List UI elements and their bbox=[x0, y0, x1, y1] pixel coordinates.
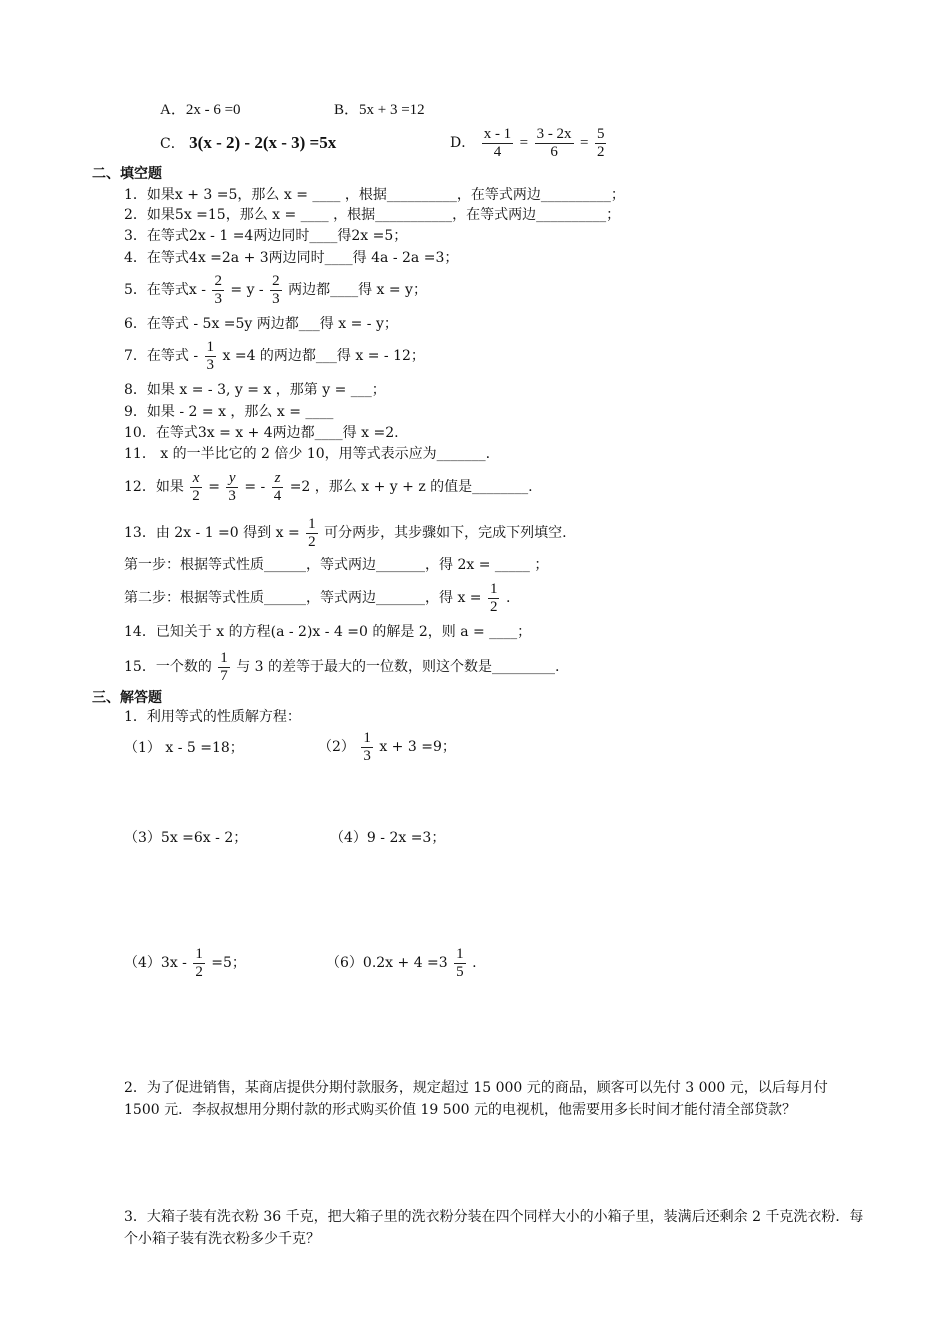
choice-a: A．2x - 6 =0 bbox=[160, 102, 241, 118]
fill-q12 bbox=[124, 466, 533, 508]
solve-part-6-end: . bbox=[472, 955, 477, 971]
solve-part-2 bbox=[318, 726, 456, 768]
fill-q13-fraction: $\frac{1}{2}$ bbox=[308, 515, 316, 550]
fill-q6: 6．在等式 - 5x =5y 两边都___得 x = - y； bbox=[124, 316, 398, 332]
fill-q11: 11． x 的一半比它的 2 倍少 10，用等式表示应为_______. bbox=[124, 446, 491, 462]
fill-q5 bbox=[124, 270, 427, 310]
choice-d-fraction-1: $\frac{x - 1}{4}$ bbox=[483, 125, 512, 160]
fill-q5-end: 两边都____得 x = y； bbox=[288, 282, 427, 298]
fill-q15-fraction: $\frac{1}{7}$ bbox=[220, 649, 228, 684]
fill-q10: 10．在等式3x = x + 4两边都____得 x =2. bbox=[124, 425, 399, 441]
fill-q1: 1．如果x + 3 =5，那么 x = ____ ，根据__________，在等式两边__________； bbox=[124, 187, 625, 203]
fill-q12-fraction-y: $\frac{y}{3}$ bbox=[228, 469, 236, 504]
fill-q4: 4．在等式4x =2a + 3两边同时____得 4a - 2a =3； bbox=[124, 250, 459, 266]
fill-q12-start: 12．如果 bbox=[124, 479, 184, 495]
solve-part-5-start: （4）3x - bbox=[124, 955, 187, 971]
fill-q13-step-1: 第一步：根据等式性质______，等式两边_______，得 2x = _____ ； bbox=[124, 557, 549, 573]
fill-q2: 2．如果5x =15，那么 x = ____ ，根据___________，在等式两边__________； bbox=[124, 207, 621, 223]
fill-q13-start: 13．由 2x - 1 =0 得到 x = bbox=[124, 525, 300, 541]
solve-part-6-start: （6）0.2x + 4 =3 bbox=[326, 955, 448, 971]
solve-q1: 1．利用等式的性质解方程： bbox=[124, 709, 301, 725]
fill-q9: 9．如果 - 2 = x ，那么 x = ____ bbox=[124, 404, 334, 420]
solve-part-5-fraction: $\frac{1}{2}$ bbox=[195, 945, 203, 980]
fill-q5-fraction-2: $\frac{2}{3}$ bbox=[272, 272, 280, 307]
choice-b: B．5x + 3 =12 bbox=[334, 102, 425, 118]
fill-q13-step-2-end: . bbox=[505, 590, 511, 606]
choice-d-equals-1: = bbox=[519, 135, 529, 151]
choice-c bbox=[160, 133, 336, 154]
fill-q13-step-2-fraction: $\frac{1}{2}$ bbox=[489, 580, 498, 615]
solve-part-5 bbox=[124, 942, 246, 984]
fill-q15-start: 15．一个数的 bbox=[124, 659, 212, 675]
fill-q12-end: ，那么 x + y + z 的值是________. bbox=[314, 479, 533, 495]
fill-q5-fraction-1: $\frac{2}{3}$ bbox=[214, 272, 222, 307]
solve-part-2-end: x + 3 =9； bbox=[379, 739, 456, 755]
fill-q3: 3．在等式2x - 1 =4两边同时____得2x =5； bbox=[124, 228, 408, 244]
fill-q7-end: x =4 的两边都___得 x = - 12； bbox=[222, 348, 425, 364]
fill-q13 bbox=[124, 512, 567, 554]
choice-c-label: C． bbox=[160, 136, 185, 152]
solve-part-6-fraction: $\frac{1}{5}$ bbox=[456, 945, 464, 980]
fill-q12-equals-2: = - bbox=[244, 479, 266, 495]
choice-d-equals-2: = bbox=[580, 135, 589, 151]
solve-part-2-start: （2） bbox=[318, 739, 355, 755]
fill-q12-equals-1: = bbox=[208, 479, 220, 495]
fill-q7-start: 7．在等式 - bbox=[124, 348, 199, 364]
solve-part-1: （1） x - 5 =18； bbox=[124, 740, 244, 756]
fill-q12-fraction-x: $\frac{x}{2}$ bbox=[192, 469, 200, 504]
section-3-title: 三、解答题 bbox=[92, 690, 162, 706]
solve-q2: 2．为了促进销售，某商店提供分期付款服务，规定超过 15 000 元的商品，顾客可以先付 3 000 元，以后每月付 1500 元．李叔叔想用分期付款的形式购买价值 19 500 元的电视机，他需要用多长时间才能付清全部贷款？ bbox=[124, 1080, 828, 1118]
fill-q15 bbox=[124, 646, 560, 688]
fill-q15-end: 与 3 的差等于最大的一位数，则这个数是_________. bbox=[236, 659, 560, 675]
choice-c-expression: 3(x - 2) - 2(x - 3) =5x bbox=[189, 133, 337, 152]
solve-part-3: （3）5x =6x - 2； bbox=[124, 830, 248, 846]
fill-q14: 14．已知关于 x 的方程(a - 2)x - 4 =0 的解是 2，则 a = ____； bbox=[124, 624, 532, 640]
fill-q7-fraction: $\frac{1}{3}$ bbox=[206, 338, 215, 373]
section-2-title: 二、填空题 bbox=[92, 166, 162, 182]
solve-part-2-fraction: $\frac{1}{3}$ bbox=[363, 729, 371, 764]
solve-part-6 bbox=[326, 942, 477, 984]
solve-part-5-end: =5； bbox=[211, 955, 246, 971]
fill-q13-step-2 bbox=[124, 578, 510, 618]
choice-d-label: D． bbox=[450, 135, 476, 151]
choice-d bbox=[450, 122, 608, 164]
fill-q13-step-2-start: 第二步：根据等式性质______，等式两边_______，得 x = bbox=[124, 590, 482, 606]
fill-q5-middle: = y - bbox=[230, 282, 264, 298]
choice-d-fraction-2: $\frac{3 - 2x}{6}$ bbox=[536, 125, 572, 160]
fill-q12-fraction-z: $\frac{z}{4}$ bbox=[273, 469, 282, 504]
fill-q13-end: 可分两步，其步骤如下，完成下列填空. bbox=[324, 525, 567, 541]
solve-part-4: （4）9 - 2x =3； bbox=[330, 830, 446, 846]
fill-q8: 8．如果 x = - 3, y = x ，那第 y = ___； bbox=[124, 382, 386, 398]
fill-q12-equals-3: =2 bbox=[289, 479, 311, 495]
fill-q5-start: 5．在等式x - bbox=[124, 282, 206, 298]
choice-d-fraction-3: $\frac{5}{2}$ bbox=[596, 125, 605, 160]
solve-q3: 3．大箱子装有洗衣粉 36 千克，把大箱子里的洗衣粉分装在四个同样大小的小箱子里，装满后还剩余 2 千克洗衣粉．每个小箱子装有洗衣粉多少千克？ bbox=[124, 1209, 864, 1247]
fill-q7 bbox=[124, 336, 425, 376]
